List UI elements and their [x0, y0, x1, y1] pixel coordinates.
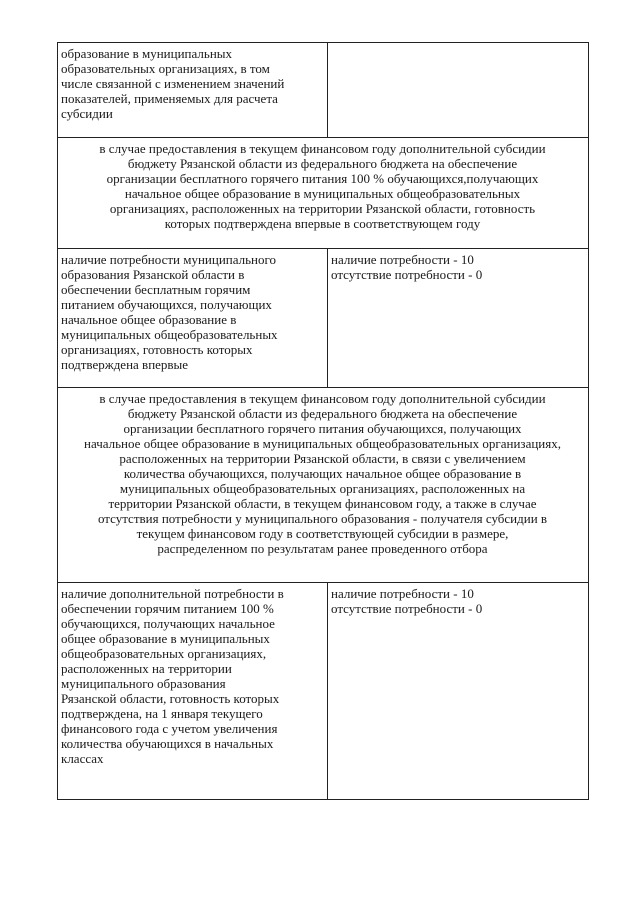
text-line: обеспечении бесплатным горячим — [61, 282, 251, 297]
criterion-cell — [58, 43, 328, 138]
text-line: в случае предоставления в текущем финансовом году дополнительной субсидии — [99, 391, 546, 406]
text-line: образования Рязанской области в — [61, 267, 245, 282]
text-line: начальное общее образование в муниципальных общеобразовательных организациях, — [84, 436, 561, 451]
text-line: Рязанской области, готовность которых — [61, 691, 280, 706]
text-line: общеобразовательных организациях, — [61, 646, 267, 661]
text-line: количества обучающихся в начальных — [61, 736, 274, 751]
score-cell — [328, 249, 589, 388]
text-line: показателей, применяемых для расчета — [61, 91, 278, 106]
text-line: количества обучающихся, получающих начальное общее образование в — [123, 466, 522, 481]
text-line: наличие потребности - 10 — [331, 586, 474, 601]
text-line: организациях, расположенных на территории Рязанской области, готовность — [109, 201, 536, 216]
text-line: отсутствие потребности - 0 — [331, 601, 483, 616]
text-line: распределенном по результатам ранее проведенного отбора — [157, 541, 488, 556]
table-row — [58, 388, 589, 583]
section-header-cell — [58, 388, 589, 583]
table-row — [58, 43, 589, 138]
text-line: территории Рязанской области, в текущем финансовом году, а также в случае — [108, 496, 537, 511]
criterion-cell — [58, 249, 328, 388]
text-line: муниципальных общеобразовательных организациях, расположенных на — [119, 481, 526, 496]
text-line: муниципальных общеобразовательных — [61, 327, 278, 342]
text-line: образование в муниципальных — [61, 46, 233, 61]
text-line: отсутствие потребности - 0 — [331, 267, 483, 282]
criteria-table — [57, 42, 589, 800]
section-header-cell — [58, 138, 589, 249]
text-line: текущем финансовом году в соответствующей субсидии в размере, — [136, 526, 509, 541]
text-line: расположенных на территории — [61, 661, 232, 676]
text-line: в случае предоставления в текущем финансовом году дополнительной субсидии — [99, 141, 546, 156]
text-line: бюджету Рязанской области из федерального бюджета на обеспечение — [127, 156, 518, 171]
score-cell — [328, 43, 589, 138]
text-line: которых подтверждена впервые в соответствующем году — [164, 216, 481, 231]
text-line: финансового года с учетом увеличения — [61, 721, 278, 736]
text-line: питанием обучающихся, получающих — [61, 297, 272, 312]
text-line: числе связанной с изменением значений — [61, 76, 285, 91]
text-line: расположенных на территории Рязанской области, в связи с увеличением — [119, 451, 526, 466]
text-line: наличие потребности муниципального — [61, 252, 277, 267]
text-line: подтверждена впервые — [61, 357, 189, 372]
text-line: общее образование в муниципальных — [61, 631, 270, 646]
text-line: образовательных организациях, в том — [61, 61, 270, 76]
text-line: муниципального образования — [61, 676, 226, 691]
table-row — [58, 138, 589, 249]
score-cell — [328, 583, 589, 800]
table-row — [58, 583, 589, 800]
table-row — [58, 249, 589, 388]
text-line: организации бесплатного горячего питания 100 % обучающихся,получающих — [106, 171, 539, 186]
text-line: отсутствия потребности у муниципального образования - получателя субсидии в — [97, 511, 548, 526]
text-line: организации бесплатного горячего питания обучающихся, получающих — [123, 421, 522, 436]
text-line: наличие потребности - 10 — [331, 252, 474, 267]
text-line: подтверждена, на 1 января текущего — [61, 706, 263, 721]
text-line: организациях, готовность которых — [61, 342, 253, 357]
criterion-cell — [58, 583, 328, 800]
text-line: начальное общее образование в — [61, 312, 237, 327]
text-line: наличие дополнительной потребности в — [61, 586, 284, 601]
text-line: бюджету Рязанской области из федерального бюджета на обеспечение — [127, 406, 518, 421]
text-line: обучающихся, получающих начальное — [61, 616, 275, 631]
text-line: классах — [61, 751, 104, 766]
text-line: начальное общее образование в муниципальных общеобразовательных — [124, 186, 521, 201]
text-line: субсидии — [61, 106, 113, 121]
text-line: обеспечении горячим питанием 100 % — [61, 601, 274, 616]
